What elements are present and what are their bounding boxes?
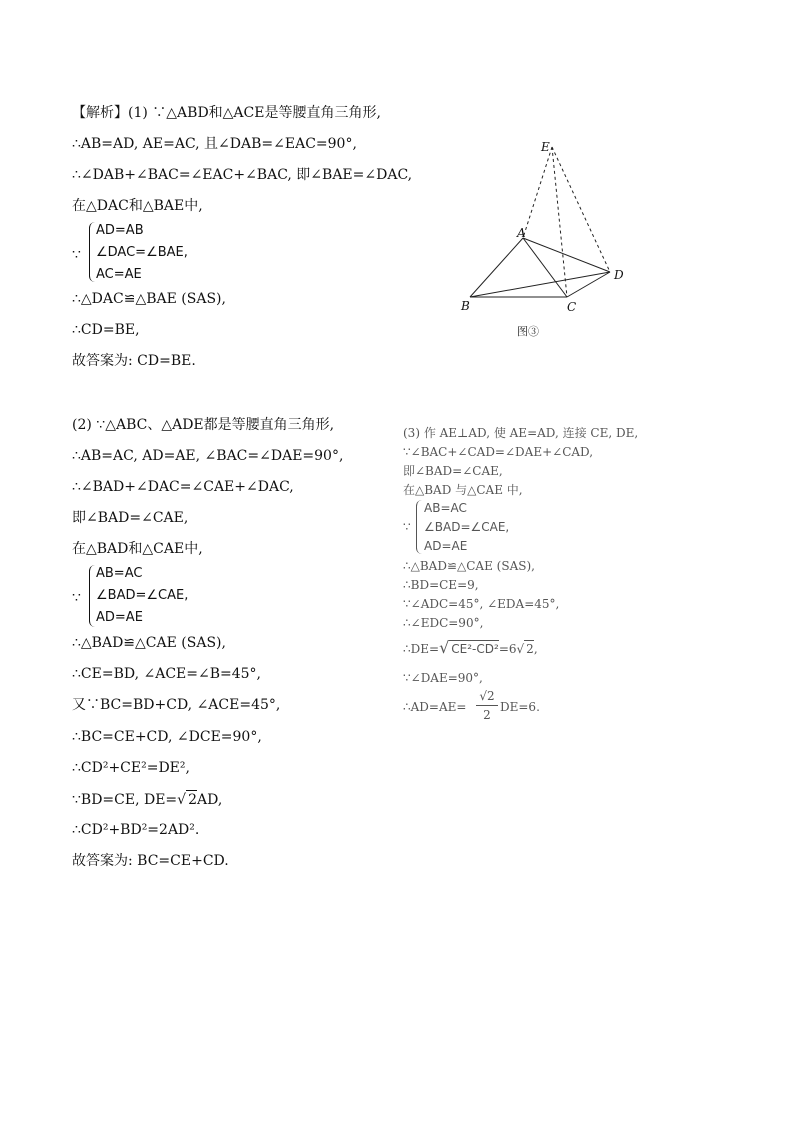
part3-line-6: ∴BD=CE=9, xyxy=(403,578,479,592)
part2-line-4: 即∠BAD=∠CAE, xyxy=(72,510,189,526)
part1-line-7: 故答案为: CD=BE. xyxy=(72,353,196,369)
part1-sys-1: AD=AB xyxy=(96,223,144,238)
part2-line-3: ∴∠BAD+∠DAC=∠CAE+∠DAC, xyxy=(72,479,294,495)
part2-line-1: (2) ∵△ABC、△ADE都是等腰直角三角形, xyxy=(72,417,335,433)
part2-line-12: ∴CD²+BD²=2AD². xyxy=(72,822,200,838)
label-a: A xyxy=(517,226,526,240)
part3-line-9-post: =6 xyxy=(498,642,517,656)
part3-sys-2: ∠BAD=∠CAE, xyxy=(424,520,510,534)
part2-line-13: 故答案为: BC=CE+CD. xyxy=(72,853,229,869)
part1-line-3: ∴∠DAB+∠BAC=∠EAC+∠BAC, 即∠BAE=∠DAC, xyxy=(72,167,413,183)
part1-sys-3: AC=AE xyxy=(96,267,142,282)
part3-line-2: ∵∠BAC+∠CAD=∠DAE+∠CAD, xyxy=(403,445,594,459)
part3-sys-3: AD=AE xyxy=(424,539,468,553)
edge-ea xyxy=(523,147,552,238)
part1-because: ∵ xyxy=(72,247,81,263)
part2-line-5: 在△BAD和△CAE中, xyxy=(72,541,203,557)
geometry-figure xyxy=(455,135,635,345)
part2-sys-2: ∠BAD=∠CAE, xyxy=(96,588,189,603)
label-d: D xyxy=(614,268,624,282)
part2-line-11-pre: ∵BD=CE, DE= xyxy=(72,792,178,808)
part3-line-4: 在△BAD 与△CAE 中, xyxy=(403,483,523,497)
part2-sys-3: AD=AE xyxy=(96,610,143,625)
part3-fraction-bar xyxy=(476,705,498,706)
part1-brace xyxy=(89,222,95,282)
part2-brace xyxy=(89,565,95,627)
part3-line-1: (3) 作 AE⊥AD, 使 AE=AD, 连接 CE, DE, xyxy=(403,426,639,440)
part2-line-8: 又∵BC=BD+CD, ∠ACE=45°, xyxy=(72,697,281,713)
part3-line-3: 即∠BAD=∠CAE, xyxy=(403,464,503,478)
part3-line-9-pre: ∴DE= xyxy=(403,642,440,656)
label-c: C xyxy=(567,300,577,314)
part3-brace xyxy=(416,500,422,554)
part1-line-1: 【解析】(1) ∵△ABD和△ACE是等腰直角三角形, xyxy=(72,105,381,121)
part3-line-9-end: , xyxy=(533,642,538,656)
part3-line-7: ∵∠ADC=45°, ∠EDA=45°, xyxy=(403,597,560,611)
part2-line-7: ∴CE=BD, ∠ACE=∠B=45°, xyxy=(72,666,261,682)
part2-line-11-post: AD, xyxy=(197,792,223,808)
part3-line-9: ∴DE=√ CE²-CD²=6√ 2, xyxy=(403,638,538,657)
part3-line-10: ∵∠DAE=90°, xyxy=(403,671,483,685)
label-e: E xyxy=(541,140,550,154)
part2-line-11: ∵BD=CE, DE=√ 2AD, xyxy=(72,792,223,808)
figure-caption: 图③ xyxy=(517,325,539,338)
edge-ec xyxy=(552,147,567,297)
part2-line-11-radicand: 2 xyxy=(188,792,198,808)
part3-sys-1: AB=AC xyxy=(424,501,467,515)
part2-line-6: ∴△BAD≌△CAE (SAS), xyxy=(72,635,226,651)
part3-line-9-radicand-2: 2 xyxy=(526,642,534,656)
part2-sys-1: AB=AC xyxy=(96,566,143,581)
part3-fraction-denominator: 2 xyxy=(483,708,491,722)
part1-sys-2: ∠DAC=∠BAE, xyxy=(96,245,188,260)
edge-ab xyxy=(470,238,523,297)
part3-line-5: ∴△BAD≌△CAE (SAS), xyxy=(403,559,535,573)
label-b: B xyxy=(461,299,470,313)
part2-line-9: ∴BC=CE+CD, ∠DCE=90°, xyxy=(72,729,262,745)
part3-line-9-radicand: CE²-CD² xyxy=(451,642,499,656)
part3-fraction-numerator: √2 xyxy=(479,689,495,703)
part1-line-4: 在△DAC和△BAE中, xyxy=(72,198,203,214)
part3-line-11-pre: ∴AD=AE= xyxy=(403,700,467,714)
part2-line-10: ∴CD²+CE²=DE², xyxy=(72,760,190,776)
part1-line-5: ∴△DAC≌△BAE (SAS), xyxy=(72,291,226,307)
part1-line-2: ∴AB=AD, AE=AC, 且∠DAB=∠EAC=90°, xyxy=(72,136,357,152)
part3-line-11-post: DE=6. xyxy=(500,700,540,714)
part1-line-6: ∴CD=BE, xyxy=(72,322,140,338)
part2-because: ∵ xyxy=(72,590,81,606)
part2-line-2: ∴AB=AC, AD=AE, ∠BAC=∠DAE=90°, xyxy=(72,448,344,464)
part3-because: ∵ xyxy=(403,520,411,534)
part3-line-8: ∴∠EDC=90°, xyxy=(403,616,484,630)
